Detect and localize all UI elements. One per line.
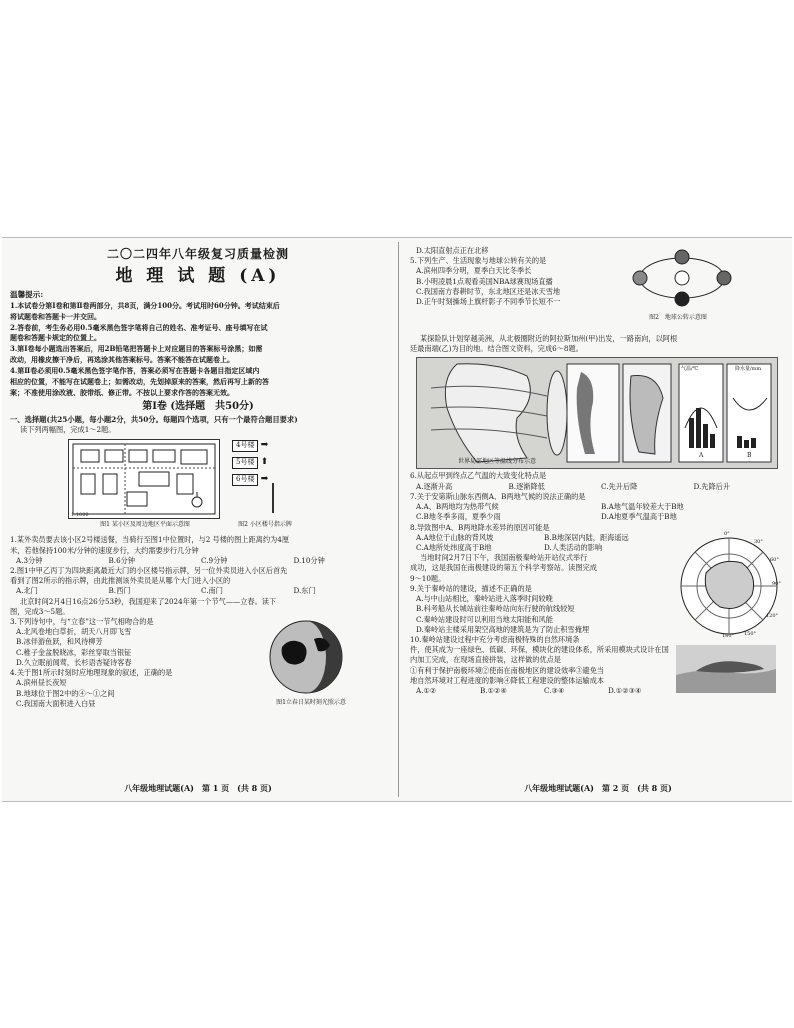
question-1: 1.某外卖员要去该小区2号楼送餐，当骑行至图1中位置时，与2 号楼的图上距离约为4厘 xyxy=(10,535,290,545)
option-c: C.9分钟 xyxy=(201,555,228,565)
option-c: C.先升后降 xyxy=(601,481,638,491)
question-4: 4.关于图1所示时刻时应地理现象的叙述，正确的是 xyxy=(10,668,173,678)
station-photo-svg xyxy=(676,645,776,693)
notice-line: 案；不准使用涂改液、胶带纸、修正带。不按以上要求作答的答案无效。 xyxy=(10,387,234,397)
option-d: D.A地夏季气温高于B地 xyxy=(601,512,677,522)
option-a: A.逐渐升高 xyxy=(416,481,453,491)
exam-title-top: 二〇二四年八年级复习质量检测 xyxy=(106,247,289,261)
option-a: A.北门 xyxy=(16,586,38,596)
question-2-options xyxy=(10,586,386,596)
option-c: C.A地所处纬度高于B地 xyxy=(416,542,492,552)
question-10-options xyxy=(410,686,672,696)
notice-line: 题卷和答题卡规定的位置上。 xyxy=(10,333,101,343)
station-a-label: A xyxy=(699,452,704,460)
question-1-options xyxy=(10,556,386,566)
notice-line: 改动，用橡皮擦干净后，再选涂其他答案标号。答案不能答在试题卷上。 xyxy=(10,355,234,365)
option-c: C.B地冬季多雨，夏季少雨 xyxy=(416,512,501,522)
figure-row-1 xyxy=(10,437,386,533)
question-10-items-2: 地自然环境对工程进度的影响④降低工程建设的整体运输成本 xyxy=(410,675,605,685)
question-2-cont: 看到了图2所示的指示牌，由此推测该外卖员是从哪个大门进入小区的 xyxy=(10,576,231,586)
option-b: B.小明凌晨1点观看美国NBA球赛现场直播 xyxy=(416,276,553,286)
option-a: A.A地位于山脉的背风坡 xyxy=(416,532,494,542)
question-10-cont: 件，使其成为一座绿色、低碳、环保，模块化的建设体系，所采用模块式设计在国 xyxy=(410,645,669,655)
figure-1-caption: 图1 某小区及周边地区平面示意图 xyxy=(100,521,190,529)
option-b: B.6分钟 xyxy=(108,555,136,565)
q3-q4-block xyxy=(10,617,386,709)
sign-building-4: 4号楼 xyxy=(232,440,258,452)
question-10-items: ①有利于保护南极环境②使南在南极地区的建设效率③避免当 xyxy=(410,665,605,675)
option-d: D.秦岭站主楼采用架空高地的建筑是为了防止积雪掩埋 xyxy=(416,624,590,634)
notice-line: 相应的位置，不能写在试题卷上；如需改动，先划掉原来的答案，然后再写上新的答 xyxy=(10,376,269,386)
option-d: D.10分钟 xyxy=(293,555,325,565)
polar-label-150: 150° xyxy=(744,630,757,637)
option-d: D.人类活动的影响 xyxy=(544,542,603,552)
research-station-photo xyxy=(676,645,776,693)
globe-figure-caption: 图1立春日某时刻光照示意 xyxy=(276,699,346,707)
option-b: B.西门 xyxy=(108,586,131,596)
antarctic-polar-map xyxy=(676,530,782,639)
intro-4-cont: 成功，这是我国在南极建设的第五个科学考察站。读图完成 xyxy=(410,563,597,573)
map-caption: 世界局部地区等温线分布示意 xyxy=(457,458,536,466)
building-signs xyxy=(232,439,302,517)
intro-3-cont: 廷最南端(乙)为目的地。结合图文资料，完成6～8题。 xyxy=(410,344,583,354)
intro-2-cont: 图，完成3～5题。 xyxy=(10,606,70,616)
notice-block xyxy=(10,301,386,399)
option-a: A.滨州四季分明，夏季白天比冬季长 xyxy=(416,266,532,276)
precipitation-axis-label: 降水量/mm xyxy=(735,366,762,373)
option-d: D.先降后升 xyxy=(693,481,731,491)
option-c: C.我国南大面积进入白昼 xyxy=(16,698,96,708)
americas-map-svg xyxy=(417,358,777,468)
sign-post xyxy=(272,483,274,513)
temperature-axis-label: 气温/℃ xyxy=(681,366,699,373)
sign-building-5: 5号楼 xyxy=(232,457,258,469)
intro-2: 北京时间2月4日16点26分53秒，我国迎来了2024年第一个节气——立春。读下 xyxy=(20,596,277,606)
sign-building-6: 6号楼 xyxy=(232,474,258,486)
option-b: B.冰伴游鱼跃，和风待柳芳 xyxy=(16,637,103,647)
notice-heading: 温馨提示: xyxy=(10,290,44,300)
question-10-cont-2: 内加工完成，在现场直接拼装，这样做的优点是 xyxy=(410,655,561,665)
question-9: 9.关于秦岭站的建设，描述不正确的是 xyxy=(410,583,532,593)
question-3: 3.下列诗句中，与“立春”这一节气相吻合的是 xyxy=(10,617,154,627)
option-c: C.③④ xyxy=(544,686,565,696)
arrow-up-icon: ⬆ xyxy=(260,457,269,468)
question-2: 2.图1中甲乙丙丁为四块距离最近大门的小区楼号指示牌，另一位外卖员进入小区后首先 xyxy=(10,565,288,575)
option-d: D.①②③④ xyxy=(608,686,642,696)
option-d: D.东门 xyxy=(293,586,316,596)
polar-label-120: 120° xyxy=(766,612,779,619)
map-scale-label: 1:1000 xyxy=(71,512,89,519)
notice-line: 3.第Ⅰ卷每小题选出答案后，用2B铅笔把答题卡上对应题目的答案标号涂黑；如需 xyxy=(10,344,263,354)
option-d: D.正午时刻操场上旗杆影子不同季节长短不一 xyxy=(416,297,561,307)
page-divider xyxy=(398,242,399,797)
section-heading: 一、选择题(共25小题，每小题2分，共50分。每题四个选项，只有一个最符合题目要求) xyxy=(10,414,298,424)
option-c: C.秦岭站建设时可以利用当地太阳能和风能 xyxy=(416,614,553,624)
polar-label-60: 60° xyxy=(770,556,779,563)
question-8: 8.导致图中A、B两地降水差异的原因可能是 xyxy=(410,522,550,532)
arrow-right-icon: ➡ xyxy=(260,474,269,485)
q10-block xyxy=(410,645,786,696)
arrow-right-icon: ➡ xyxy=(260,440,269,451)
option-c: C.稚子金盆脱晓冰，彩丝穿取当银钲 xyxy=(16,647,132,657)
option-d: D.太阳直射点正在北移 xyxy=(416,246,489,255)
figure-2-caption: 图2 小区楼号指示牌 xyxy=(238,521,292,529)
question-6: 6.从起点甲到终点乙气温的大致变化特点是 xyxy=(410,471,547,481)
notice-line: 2.答卷前，考生务必用0.5毫米黑色签字笔将自己的姓名、准考证号、座号填写在试 xyxy=(10,322,268,332)
question-1-cont: 米，若他保持100米/分钟的速度步行，大约需要步行几分钟 xyxy=(10,545,199,555)
polar-label-180: 180° xyxy=(722,632,735,639)
earth-orbit-figure xyxy=(632,246,732,312)
polar-map-svg xyxy=(676,530,782,639)
americas-map-figure xyxy=(416,357,778,469)
question-8-options xyxy=(410,533,672,543)
option-b: B.地球位于图2中的④～①之间 xyxy=(16,688,115,698)
intro-4-cont-2: 9～10题。 xyxy=(410,573,446,583)
question-8-options-2 xyxy=(410,543,672,553)
polar-label-30: 30° xyxy=(754,538,763,545)
option-a: A.北风卷地白草折，胡天八月即飞雪 xyxy=(16,627,132,637)
exam-sheet xyxy=(2,237,792,802)
question-10: 10.秦岭站建设过程中充分考虑南极特殊的自然环境条 xyxy=(410,634,580,644)
page-1-footer: 八年级地理试题(A) 第 1 页 (共 8 页) xyxy=(124,782,272,793)
option-a: A.3分钟 xyxy=(16,555,43,565)
illumination-globe-svg xyxy=(260,617,352,697)
option-c: C.我国南方春耕时节，东北地区还是冰天雪地 xyxy=(416,286,561,296)
page-2-footer: 八年级地理试题(A) 第 2 页 (共 8 页) xyxy=(524,782,672,793)
notice-line: 将试题卷和答题卡一并交回。 xyxy=(10,311,101,321)
community-plan-svg xyxy=(69,440,219,518)
earth-orbit-svg xyxy=(632,246,732,312)
question-7-options xyxy=(410,502,786,512)
polar-label-0: 0° xyxy=(724,530,730,537)
notice-line: 1.本试卷分第Ⅰ卷和第Ⅱ卷两部分，共8页，满分100分。考试用时60分钟。考试结束后 xyxy=(10,300,280,310)
option-a: A.A、B两地均为热带气候 xyxy=(416,502,499,512)
intro-3: 某探险队计划穿越美洲，从北极圈附近的阿拉斯加州(甲)出发，一路南向，以阿根 xyxy=(420,334,678,343)
option-b: B.逐渐降低 xyxy=(508,481,545,491)
intro-4: 当地时间2月7日下午，我国南极秦岭站开站仪式举行 xyxy=(420,553,588,563)
polar-label-90: 90° xyxy=(772,580,781,587)
option-a: A.①② xyxy=(416,686,437,696)
part-one-title: 第Ⅰ卷 (选择题 共50分) xyxy=(142,400,254,412)
question-7-options-2 xyxy=(410,512,786,522)
station-b-label: B xyxy=(747,452,752,460)
question-6-options xyxy=(410,482,786,492)
q8-q10-block xyxy=(410,530,786,645)
option-b: B.科考船从长城站前往秦岭站向东行驶的航线较短 xyxy=(416,604,575,614)
exam-page-1 xyxy=(10,246,386,794)
option-c: C.南门 xyxy=(201,586,223,596)
question-7: 7.关于安第斯山脉东西侧A、B两地气候的说法正确的是 xyxy=(410,491,586,501)
option-d: D.久立眠前闻莺，长杉语杏疑诗客春 xyxy=(16,657,132,667)
exam-page-2 xyxy=(410,246,786,794)
exam-title-main: 地 理 试 题 (A) xyxy=(115,266,281,287)
option-b: B.B地深居内陆，距海遥远 xyxy=(544,532,629,542)
orbit-figure-caption: 图2 地球公转示意图 xyxy=(649,314,707,321)
intro-text: 读下列两幅图，完成1～2题。 xyxy=(20,425,116,435)
option-a: A.与中山站相比，秦岭站进入落季时间较晚 xyxy=(416,594,553,604)
question-5: 5.下列生产、生活现象与地球公转有关的是 xyxy=(410,256,547,266)
option-a: A.滨州昼长夜短 xyxy=(16,678,67,688)
q4-q5-block xyxy=(410,246,786,334)
option-b: B.A地气温年较差大于B地 xyxy=(601,502,684,512)
illumination-globe-figure xyxy=(260,617,352,697)
notice-line: 4.第Ⅱ卷必须用0.5毫米黑色签字笔作答，答案必须写在答题卡各题目指定区域内 xyxy=(10,366,260,375)
community-plan-map xyxy=(68,439,220,519)
option-b: B.①②④ xyxy=(480,686,507,696)
